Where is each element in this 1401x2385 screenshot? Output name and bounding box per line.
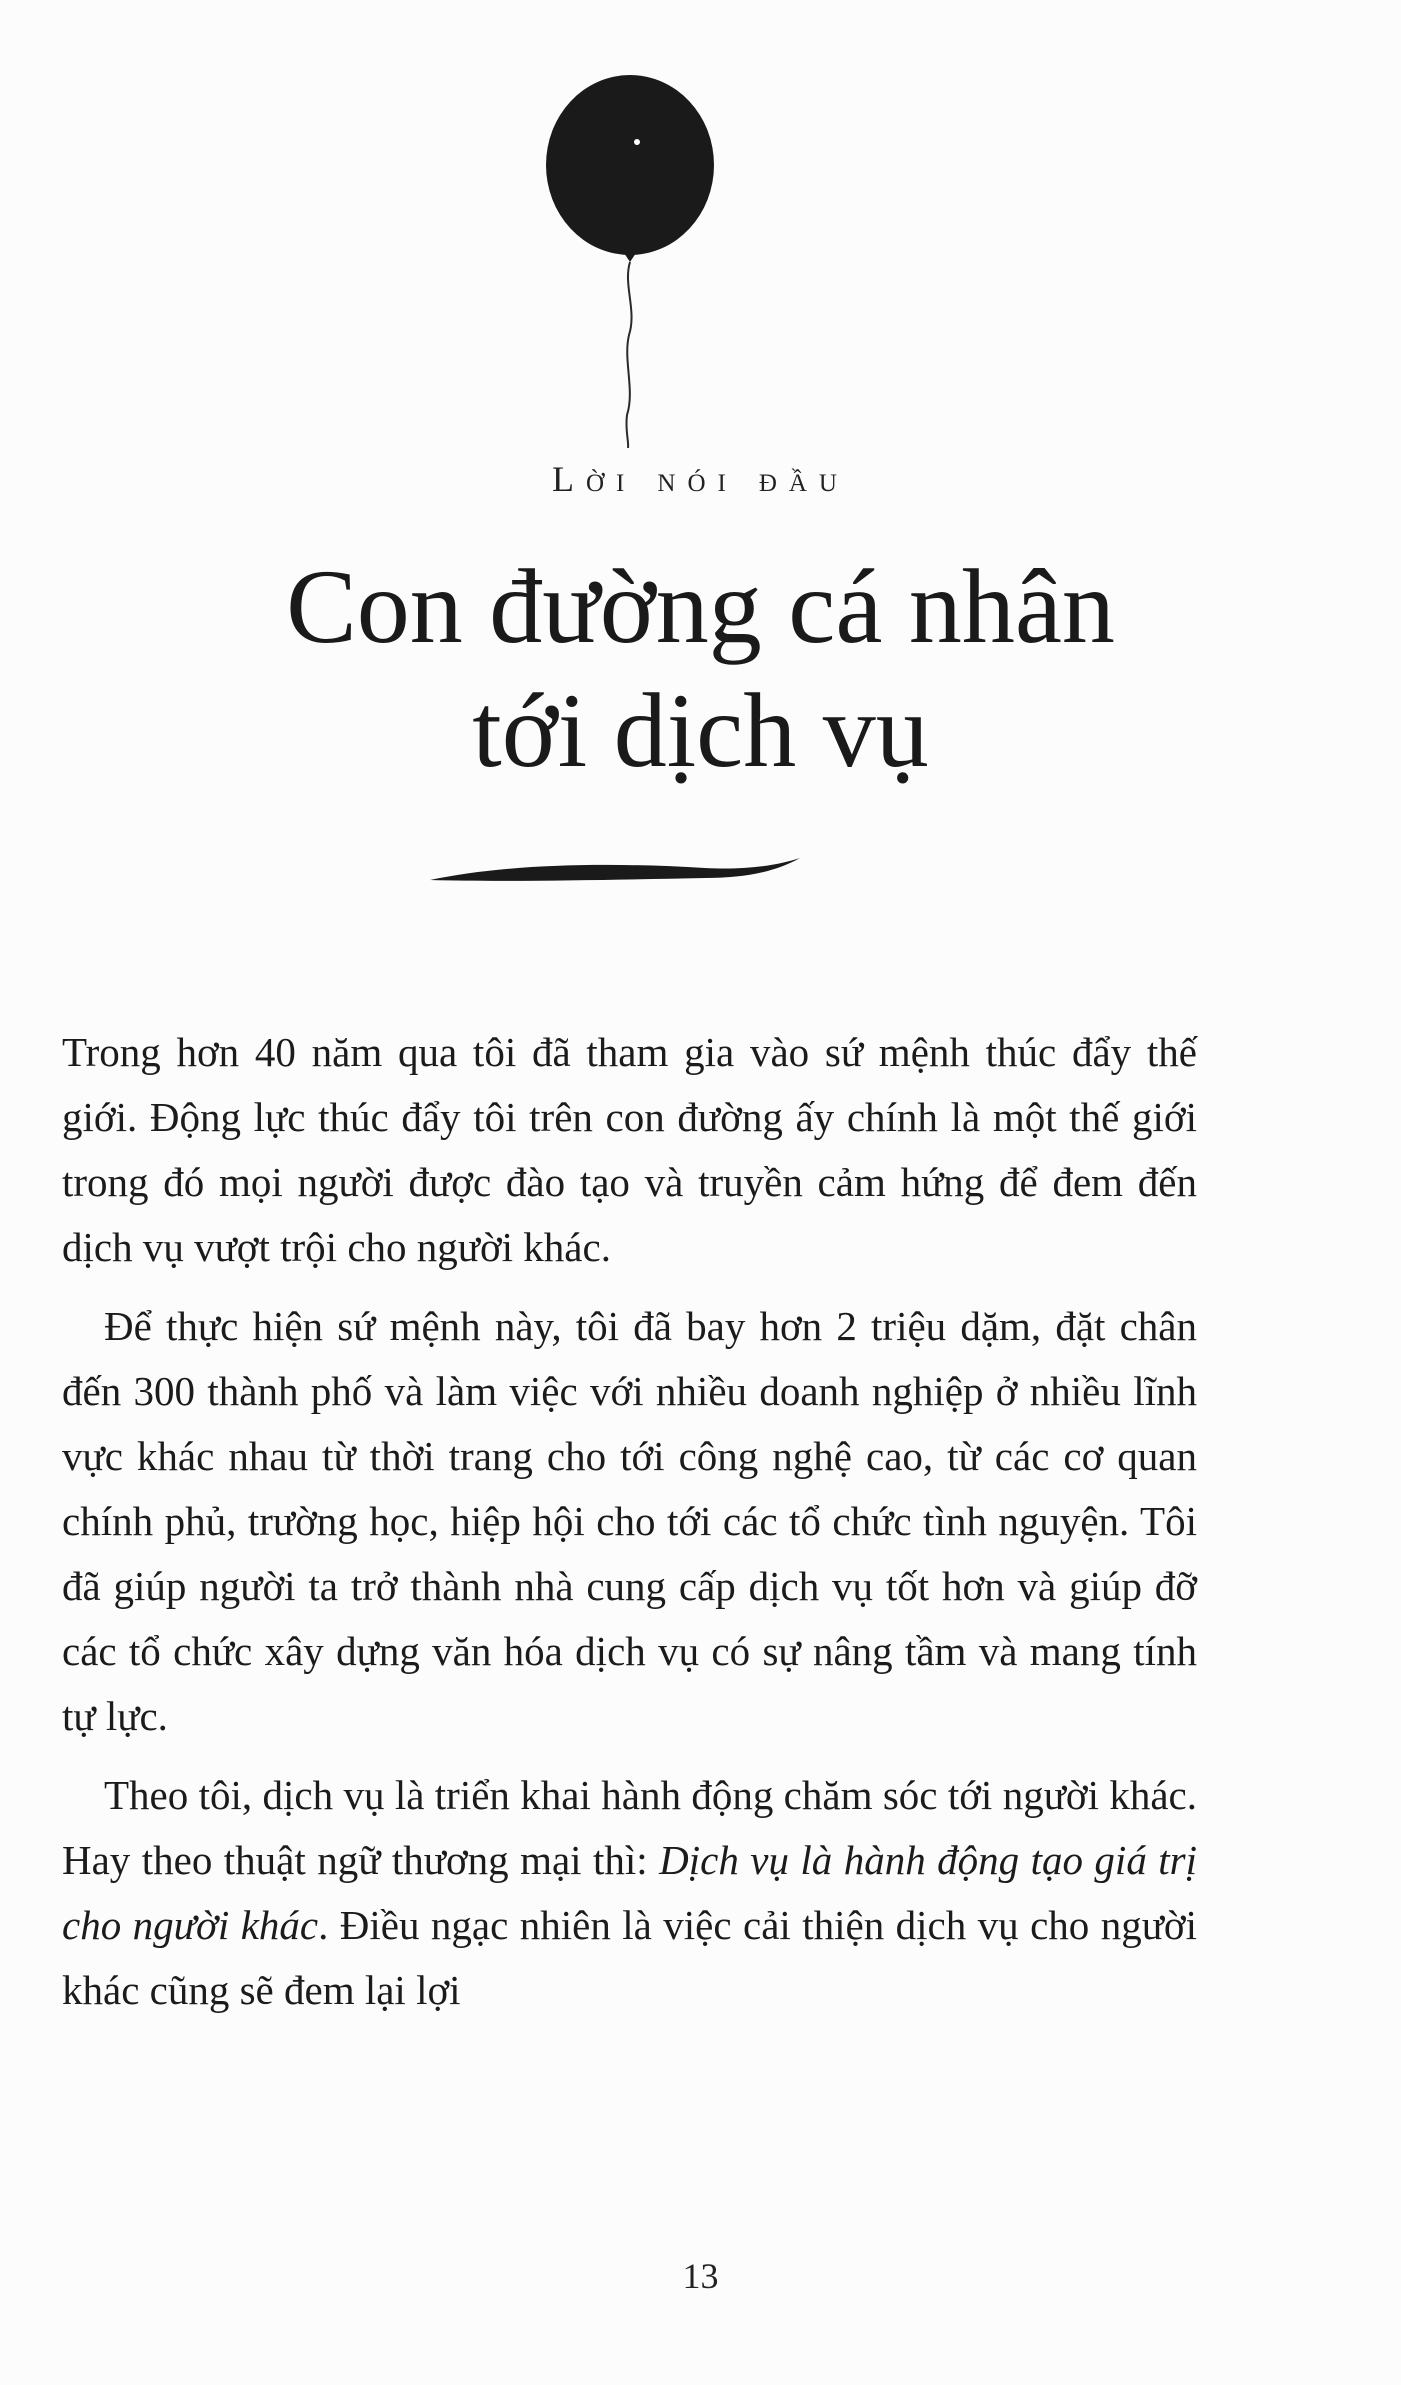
body-text	[62, 1020, 1197, 2037]
paragraph-3-end: . Điều ngạc nhiên là việc cải thiện dịch vụ cho người khác cũng sẽ đem lại lợi	[62, 1902, 1197, 2013]
paragraph-1: Trong hơn 40 năm qua tôi đã tham gia vào sứ mệnh thúc đẩy thế giới. Động lực thúc đẩy tôi trên con đường ấy chính là một thế giới trong đó mọi người được đào tạo và truyền cảm hứng để đem đến dịch vụ vượt trội cho người khác.	[62, 1029, 1197, 1270]
paragraph-3-start: Theo tôi, dịch vụ là triển khai hành động chăm sóc tới người khác. Hay theo thuật ngữ thương mại thì:	[62, 1772, 1197, 1883]
paragraph-2: Để thực hiện sứ mệnh này, tôi đã bay hơn 2 triệu dặm, đặt chân đến 300 thành phố và làm việc với nhiều doanh nghiệp ở nhiều lĩnh vực khác nhau từ thời trang cho tới công nghệ cao, từ các cơ quan chính phủ, trường học, hiệp hội cho tới các tổ chức tình nguyện. Tôi đã giúp người ta trở thành nhà cung cấp dịch vụ tốt hơn và giúp đỡ các tổ chức xây dựng văn hóa dịch vụ có sự nâng tầm và mang tính tự lực.	[62, 1303, 1197, 1739]
black-balloon-icon	[525, 70, 735, 450]
page-number: 13	[682, 2256, 719, 2296]
chapter-title-line-2: tới dịch vụ	[472, 672, 929, 789]
chapter-title-line-1: Con đường cá nhân	[286, 548, 1115, 665]
section-label: Lời nói đầu	[552, 459, 849, 499]
flourish-divider	[425, 852, 805, 892]
paragraph-3	[62, 1763, 1197, 2023]
chapter-title	[0, 545, 1401, 793]
paragraph-3-italic: Dịch vụ là hành động tạo giá trị cho người khác	[62, 1837, 1198, 1948]
